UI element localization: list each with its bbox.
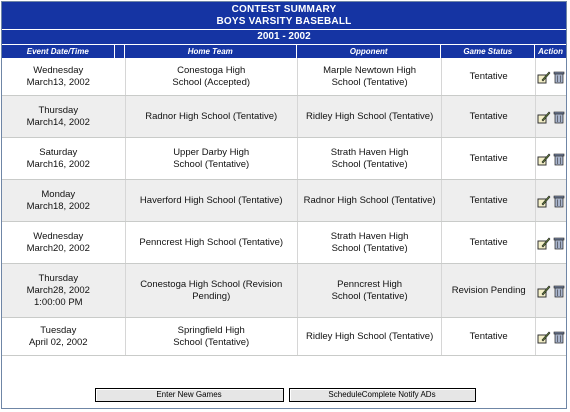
edit-pencil-icon[interactable] xyxy=(537,284,551,298)
event-date: March28, 2002 xyxy=(26,284,90,296)
home-team-line1: Conestoga High xyxy=(177,64,246,76)
opponent-line2: School (Tentative) xyxy=(331,242,408,254)
event-date-cell xyxy=(2,96,115,137)
home-team-cell xyxy=(125,222,297,263)
trash-can-icon[interactable] xyxy=(552,152,566,166)
action-cell xyxy=(535,96,566,137)
trash-can-icon[interactable] xyxy=(552,194,566,208)
action-cell xyxy=(535,138,566,179)
home-team-line1: Haverford High School (Tentative) xyxy=(139,194,283,206)
event-date: April 02, 2002 xyxy=(28,336,88,348)
event-date: March16, 2002 xyxy=(26,158,90,170)
table-row xyxy=(2,138,566,180)
table-row xyxy=(2,264,566,318)
action-cell xyxy=(535,58,566,95)
event-date-cell xyxy=(2,180,115,221)
opponent-cell xyxy=(297,96,441,137)
table-row xyxy=(2,58,566,96)
opponent-line1: Strath Haven High xyxy=(330,230,409,242)
opponent-line2: School (Tentative) xyxy=(331,290,408,302)
table-row xyxy=(2,318,566,356)
table-row xyxy=(2,96,566,138)
trash-can-icon[interactable] xyxy=(552,70,566,84)
event-day: Tuesday xyxy=(40,324,77,336)
spacer-cell xyxy=(115,180,125,221)
opponent-cell xyxy=(297,58,441,95)
opponent-cell xyxy=(297,318,441,355)
spacer-cell xyxy=(115,58,125,95)
col-header-spacer xyxy=(115,45,125,58)
event-day: Wednesday xyxy=(33,64,84,76)
home-team-cell xyxy=(125,58,297,95)
event-date-cell xyxy=(2,138,115,179)
home-team-line2: School (Tentative) xyxy=(173,158,250,170)
home-team-line1: Radnor High School (Tentative) xyxy=(145,110,278,122)
home-team-cell xyxy=(125,96,297,137)
col-header-home: Home Team xyxy=(125,45,297,58)
event-date-cell xyxy=(2,222,115,263)
home-team-cell xyxy=(125,318,297,355)
page-subtitle: BOYS VARSITY BASEBALL xyxy=(216,16,352,27)
action-cell xyxy=(535,318,566,355)
event-day: Monday xyxy=(41,188,76,200)
event-date: March18, 2002 xyxy=(26,200,90,212)
spacer-cell xyxy=(115,264,125,317)
enter-new-games-button[interactable]: Enter New Games xyxy=(95,388,284,402)
edit-pencil-icon[interactable] xyxy=(537,236,551,250)
table-row xyxy=(2,180,566,222)
home-team-line2: School (Accepted) xyxy=(172,76,251,88)
action-cell xyxy=(535,264,566,317)
spacer-cell xyxy=(115,96,125,137)
game-status-cell: Tentative xyxy=(441,58,535,95)
edit-pencil-icon[interactable] xyxy=(537,194,551,208)
game-status-cell: Tentative xyxy=(441,318,535,355)
game-status-cell: Tentative xyxy=(441,222,535,263)
edit-pencil-icon[interactable] xyxy=(537,152,551,166)
trash-can-icon[interactable] xyxy=(552,236,566,250)
title-bar xyxy=(2,2,566,29)
event-day: Wednesday xyxy=(33,230,84,242)
event-date-cell xyxy=(2,318,115,355)
event-date: March20, 2002 xyxy=(26,242,90,254)
home-team-cell xyxy=(125,180,297,221)
edit-pencil-icon[interactable] xyxy=(537,330,551,344)
opponent-line1: Penncrest High xyxy=(337,278,403,290)
col-header-action: Action xyxy=(538,47,563,56)
games-table-body xyxy=(2,58,566,356)
action-cell xyxy=(535,222,566,263)
opponent-line2: School (Tentative) xyxy=(331,158,408,170)
home-team-line1: Springfield High xyxy=(177,324,245,336)
event-date-cell xyxy=(2,58,115,95)
schedule-complete-notify-button[interactable]: ScheduleComplete Notify ADs xyxy=(289,388,476,402)
home-team-line2: School (Tentative) xyxy=(173,336,250,348)
trash-can-icon[interactable] xyxy=(552,284,566,298)
col-header-opponent: Opponent xyxy=(297,45,441,58)
opponent-cell xyxy=(297,180,441,221)
table-header xyxy=(2,44,566,58)
col-header-date: Event Date/Time xyxy=(2,45,115,58)
home-team-cell xyxy=(125,138,297,179)
game-status-cell: Tentative xyxy=(441,96,535,137)
opponent-line1: Strath Haven High xyxy=(330,146,409,158)
table-row xyxy=(2,222,566,264)
home-team-line1: Upper Darby High xyxy=(173,146,250,158)
contest-summary-panel xyxy=(1,1,567,409)
home-team-line1: Conestoga High School (Revision xyxy=(140,278,283,290)
opponent-line1: Ridley High School (Tentative) xyxy=(305,110,434,122)
spacer-cell xyxy=(115,138,125,179)
edit-pencil-icon[interactable] xyxy=(537,70,551,84)
trash-can-icon[interactable] xyxy=(552,110,566,124)
edit-pencil-icon[interactable] xyxy=(537,110,551,124)
spacer-cell xyxy=(115,318,125,355)
col-header-status: Game Status xyxy=(441,45,535,58)
opponent-line1: Marple Newtown High xyxy=(323,64,417,76)
event-day: Thursday xyxy=(38,272,79,284)
game-status-cell: Tentative xyxy=(441,138,535,179)
event-date: March13, 2002 xyxy=(26,76,90,88)
opponent-line1: Ridley High School (Tentative) xyxy=(305,330,434,342)
opponent-cell xyxy=(297,138,441,179)
event-date-cell xyxy=(2,264,115,317)
opponent-cell xyxy=(297,222,441,263)
trash-can-icon[interactable] xyxy=(552,330,566,344)
spacer-cell xyxy=(115,222,125,263)
action-cell xyxy=(535,180,566,221)
season-label: 2001 - 2002 xyxy=(2,29,566,44)
game-status-cell: Tentative xyxy=(441,180,535,221)
home-team-line1: Penncrest High School (Tentative) xyxy=(139,236,284,248)
event-day: Thursday xyxy=(38,104,79,116)
game-status-cell: Revision Pending xyxy=(441,264,535,317)
opponent-line1: Radnor High School (Tentative) xyxy=(303,194,436,206)
button-bar xyxy=(0,388,570,402)
event-date: March14, 2002 xyxy=(26,116,90,128)
event-time: 1:00:00 PM xyxy=(33,296,83,308)
opponent-cell xyxy=(297,264,441,317)
home-team-cell xyxy=(125,264,297,317)
home-team-line2: Pending) xyxy=(192,290,231,302)
opponent-line2: School (Tentative) xyxy=(331,76,408,88)
page-title: CONTEST SUMMARY xyxy=(231,4,337,15)
event-day: Saturday xyxy=(39,146,78,158)
